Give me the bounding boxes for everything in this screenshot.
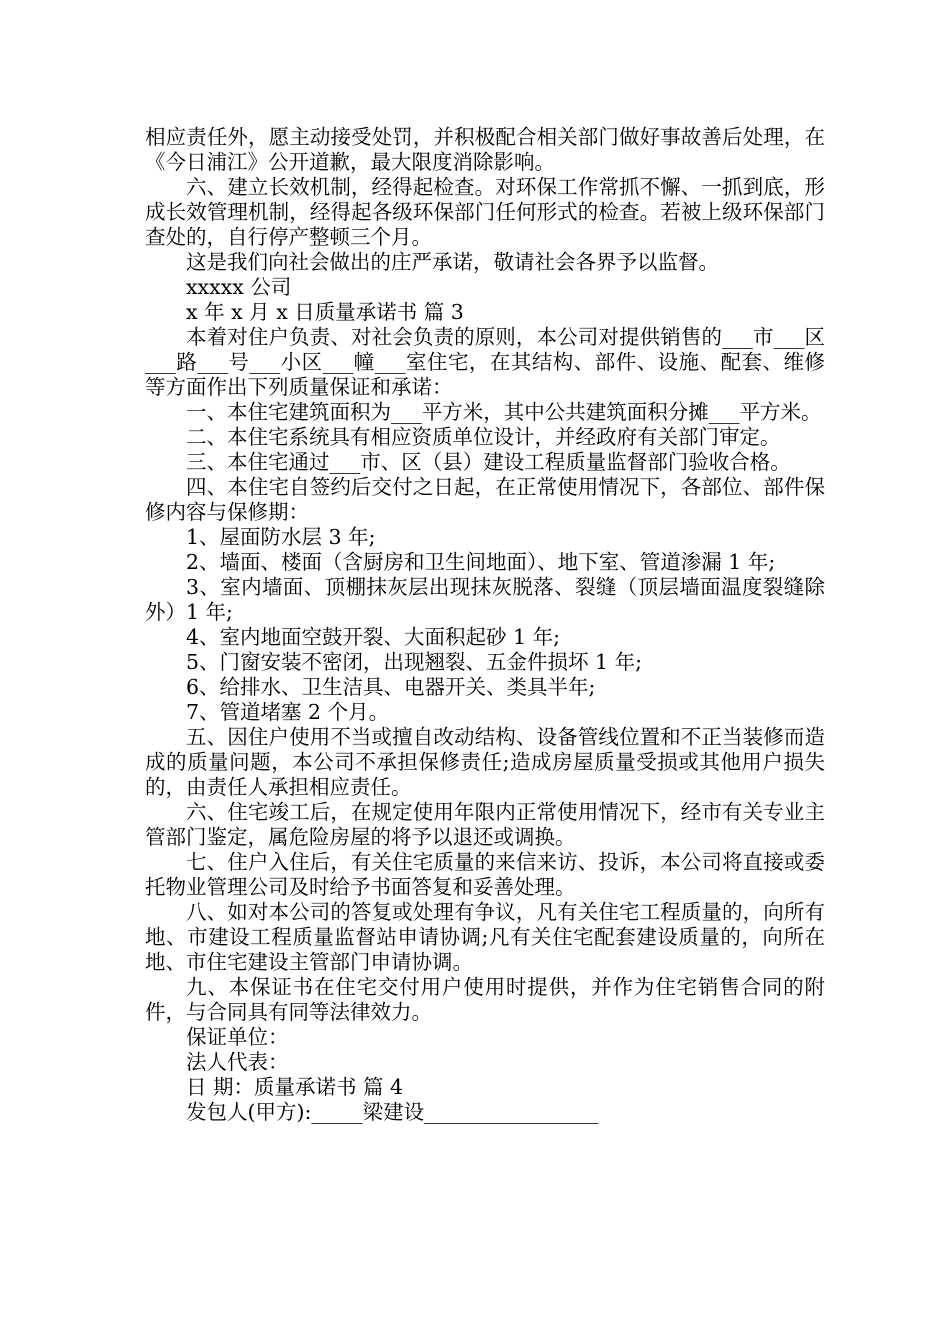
legal-representative-label: 法人代表： xyxy=(186,1050,289,1074)
paragraph: 四、本住宅自签约后交付之日起，在正常使用情况下，各部位、部件保修内容与保修期： xyxy=(145,475,825,524)
guarantor-label: 保证单位： xyxy=(186,1025,289,1049)
paragraph: 七、住户入住后，有关住宅质量的来信来访、投诉，本公司将直接或委托物业管理公司及时给予书面答复和妥善处理。 xyxy=(145,850,825,899)
paragraph: 这是我们向社会做出的庄严承诺，敬请社会各界予以监督。 xyxy=(186,250,719,274)
list-item: 3、室内墙面、顶棚抹灰层出现抹灰脱落、裂缝（顶层墙面温度裂缝除外）1 年; xyxy=(145,575,825,624)
paragraph: 五、因住户使用不当或擅自改动结构、设备管线位置和不正当装修而造成的质量问题，本公司不承担保修责任;造成房屋质量受损或其他用户损失的，由责任人承担相应责任。 xyxy=(145,725,825,799)
paragraph: 九、本保证书在住宅交付用户使用时提供，并作为住宅销售合同的附件，与合同具有同等法律效力。 xyxy=(145,975,825,1024)
paragraph: 六、住宅竣工后，在规定使用年限内正常使用情况下，经市有关专业主管部门鉴定，属危险房屋的将予以退还或调换。 xyxy=(145,800,825,849)
paragraph: 一、本住宅建筑面积为___平方米，其中公共建筑面积分摊___平方米。 xyxy=(186,400,822,424)
list-item: 7、管道堵塞 2 个月。 xyxy=(186,700,390,724)
paragraph: 三、本住宅通过___市、区（县）建设工程质量监督部门验收合格。 xyxy=(186,450,791,474)
list-item: 2、墙面、楼面（含厨房和卫生间地面）、地下室、管道渗漏 1 年; xyxy=(186,550,776,574)
paragraph: 二、本住宅系统具有相应资质单位设计，并经政府有关部门审定。 xyxy=(186,425,781,449)
date-and-heading-4: 日 期：质量承诺书 篇 4 xyxy=(186,1075,404,1099)
list-item: 4、室内地面空鼓开裂、大面积起砂 1 年; xyxy=(186,625,561,649)
paragraph: 八、如对本公司的答复或处理有争议，凡有关住宅工程质量的，向所有地、市建设工程质量监督站申请协调;凡有关住宅配套建设质量的，向所在地、市住宅建设主管部门申请协调。 xyxy=(145,900,825,974)
paragraph: 本着对住户负责、对社会负责的原则，本公司对提供销售的___市___区___路___号___小区___幢___室住宅，在其结构、部件、设施、配套、维修等方面作出下列质量保证和承诺： xyxy=(145,325,825,399)
document-body xyxy=(145,125,825,1125)
company-name: xxxxx 公司 xyxy=(186,275,292,299)
list-item: 1、屋面防水层 3 年; xyxy=(186,525,376,549)
list-item: 6、给排水、卫生洁具、电器开关、类具半年; xyxy=(186,675,596,699)
list-item: 5、门窗安装不密闭，出现翘裂、五金件损坏 1 年; xyxy=(186,650,643,674)
date-and-heading-3: x 年 x 月 x 日质量承诺书 篇 3 xyxy=(186,300,464,324)
contractor-party-a: 发包人(甲方):_____梁建设_________________ xyxy=(186,1100,599,1124)
paragraph: 相应责任外，愿主动接受处罚，并积极配合相关部门做好事故善后处理，在《今日浦江》公开道歉，最大限度消除影响。 xyxy=(145,125,825,174)
paragraph: 六、建立长效机制，经得起检查。对环保工作常抓不懈、一抓到底，形成长效管理机制，经得起各级环保部门任何形式的检查。若被上级环保部门查处的，自行停产整顿三个月。 xyxy=(145,175,825,249)
